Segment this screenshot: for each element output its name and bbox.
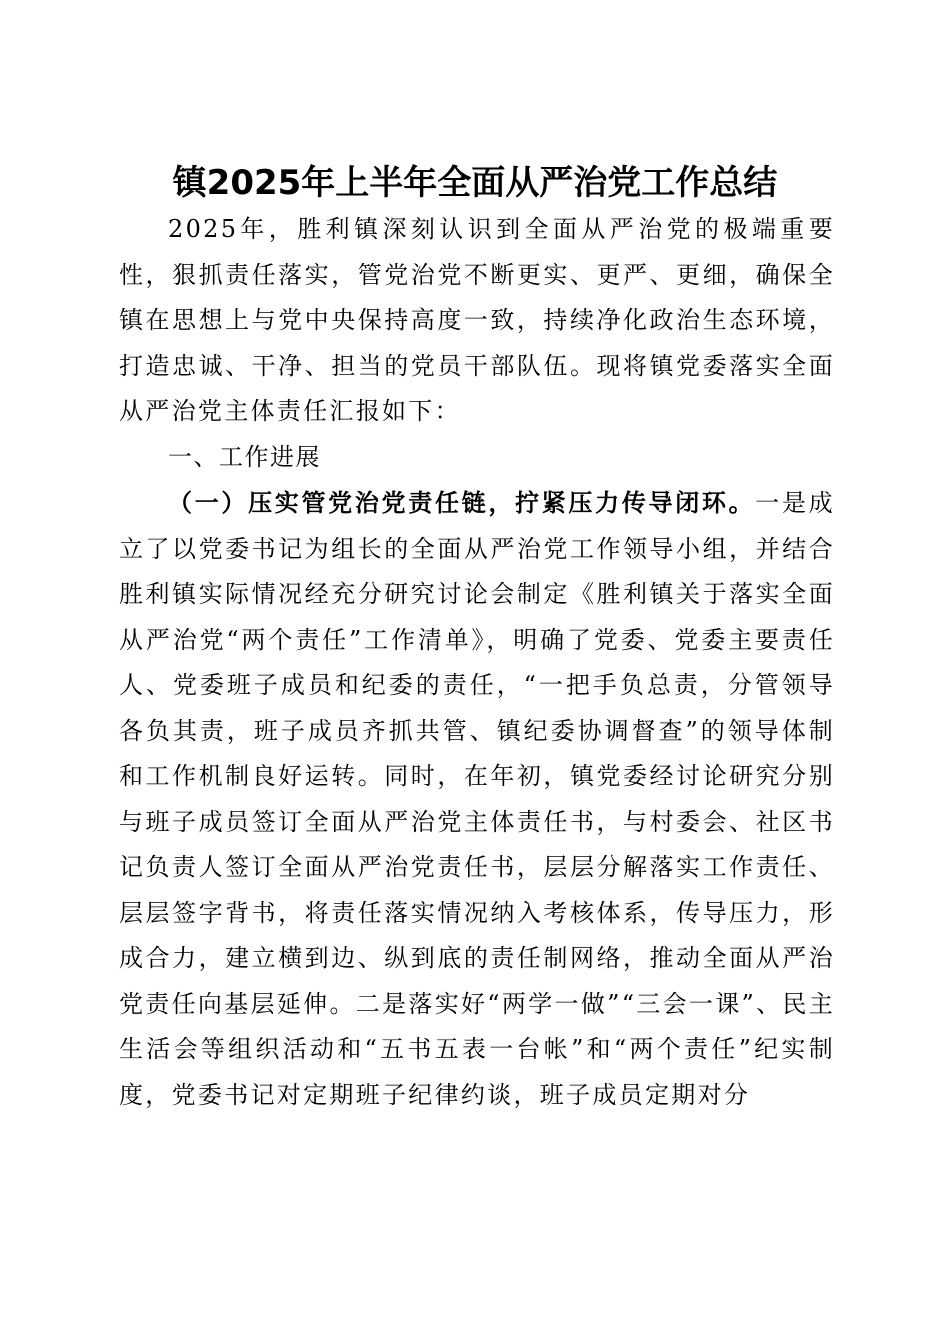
section-heading: 一、工作进展 bbox=[168, 442, 321, 471]
subsection-body-text: 一是成立了以党委书记为组长的全面从严治党工作领导小组，并结合胜利镇实际情况经充分研究讨论会制定《胜利镇关于落实全面从严治党“两个责任”工作清单》，明确了党委、党委主要责任人、党委班子成员和纪委的责任，“一把手负总责，分管领导各负其责，班子成员齐抓共管、镇纪委协调督查”的领导体制和工作机制良好运转。同时，在年初，镇党委经讨论研究分别与班子成员签订全面从严治党主体责任书，与村委会、社区书记负责人签订全面从严治党责任书，层层分解落实工作责任、层层签字背书，将责任落实情况纳入考核体系，传导压力，形成合力，建立横到边、纵到底的责任制网络，推动全面从严治党责任向基层延伸。二是落实好“两学一做”“三会一课”、民主生活会等组织活动和“五书五表一台帐”和“两个责任”纪实制度，党委书记对定期班子纪律约谈，班子成员定期对分 bbox=[119, 489, 835, 1109]
subsection-paragraph bbox=[119, 480, 835, 1118]
intro-paragraph: 2025年，胜利镇深刻认识到全面从严治党的极端重要性，狠抓责任落实，管党治党不断更实、更严、更细，确保全镇在思想上与党中央保持高度一致，持续净化政治生态环境，打造忠诚、干净、担当的党员干部队伍。现将镇党委落实全面从严治党主体责任汇报如下： bbox=[119, 215, 835, 425]
document-title: 镇2025年上半年全面从严治党工作总结 bbox=[172, 162, 778, 203]
document-body bbox=[119, 207, 835, 1118]
subsection-heading: （一）压实管党治党责任链，拧紧压力传导闭环。 bbox=[168, 488, 756, 517]
